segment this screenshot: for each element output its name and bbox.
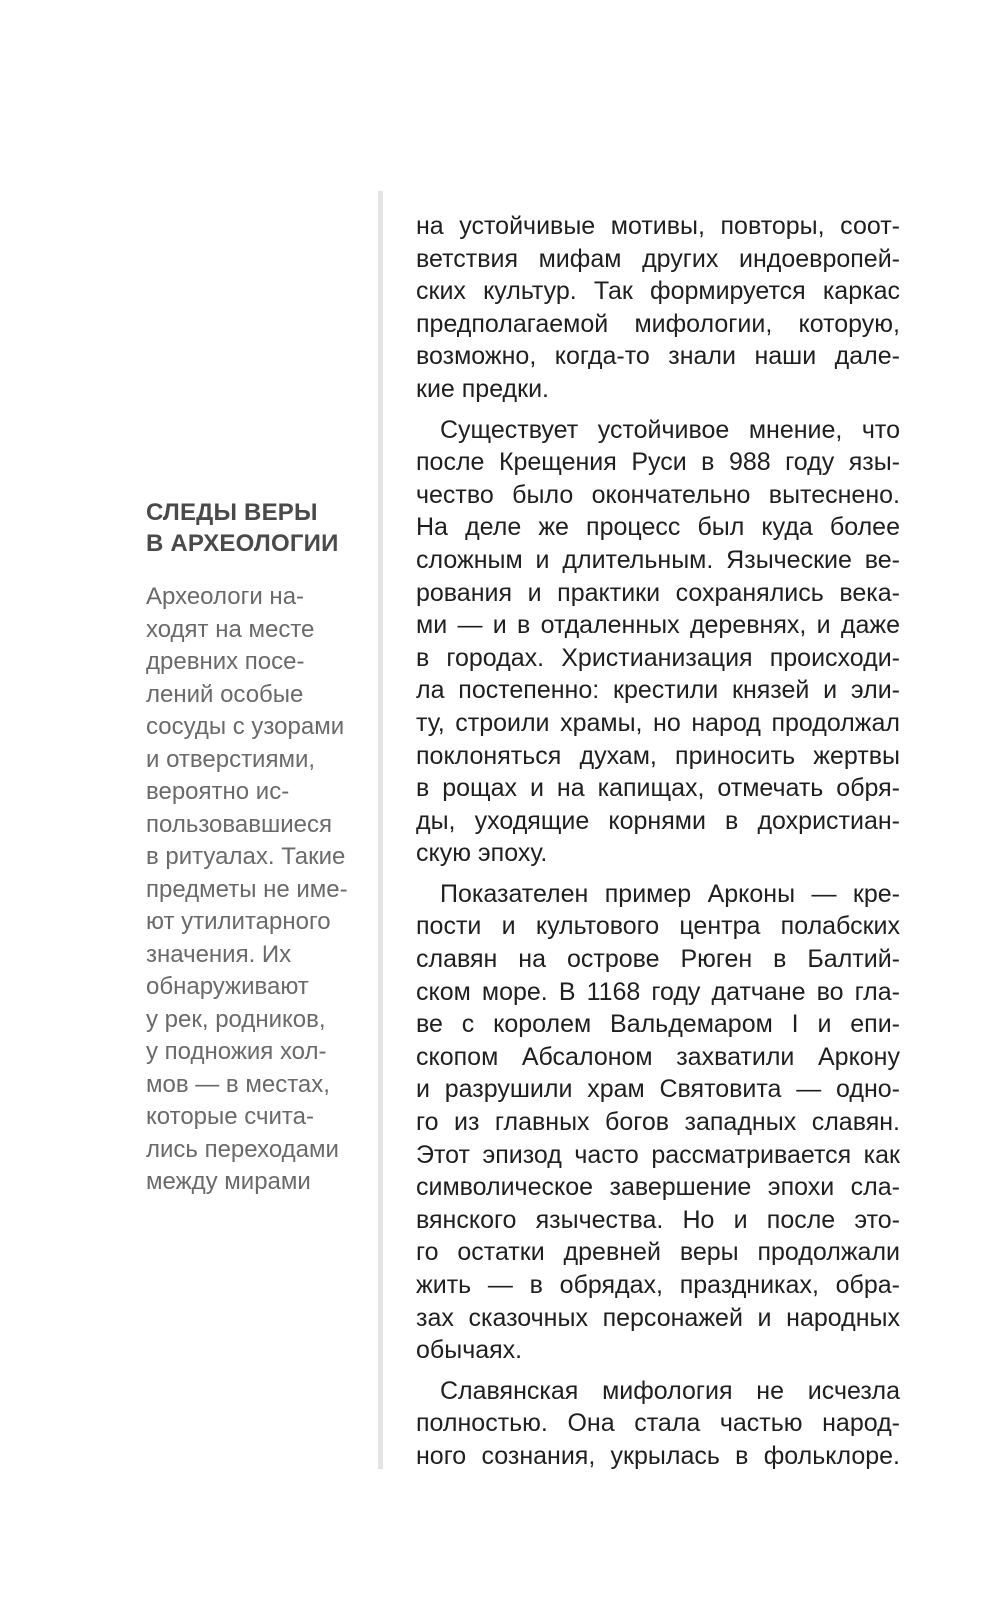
text-line: ве с королем Вальдемаром I и епи- (416, 1010, 900, 1039)
text-line: скопом Абсалоном захватили Аркону (416, 1042, 900, 1071)
sidebar-line: лись переходами (146, 1135, 339, 1163)
text-line: и разрушили храм Святовита — одно- (416, 1075, 900, 1104)
text-line: го остатки древней веры продолжали (416, 1238, 900, 1267)
text-line: зах сказочных персонажей и народных (416, 1303, 900, 1332)
text-line: полностью. Она стала частью народ- (416, 1409, 900, 1438)
text-line: славян на острове Рюген в Балтий- (416, 945, 900, 974)
sidebar-line: и отверстиями, (146, 745, 316, 773)
sidebar-line: ходят на месте (146, 615, 315, 643)
text-line: предполагаемой мифологии, которую, (416, 309, 900, 338)
sidebar-line: ют утилитарного (146, 908, 331, 935)
text-line: жить — в обрядах, праздниках, обра- (416, 1271, 900, 1299)
sidebar-divider (378, 191, 383, 1469)
sidebar-note (146, 497, 356, 1199)
sidebar-line: пользовавшиеся (146, 810, 332, 838)
text-line: сложным и длительным. Языческие ве- (416, 545, 900, 574)
text-line: ми — и в отдаленных деревнях, и даже (416, 611, 900, 640)
text-line: На деле же процесс был куда более (416, 513, 900, 542)
sidebar-title (146, 497, 356, 559)
sidebar-line: обнаруживают (146, 973, 309, 1000)
text-line: поклоняться духам, приносить жертвы (416, 741, 900, 770)
text-line: ветствия мифам других индоевропей- (416, 244, 900, 273)
main-text (416, 210, 900, 1481)
text-line: ды, уходящие корнями в дохристиан- (416, 806, 900, 835)
text-line: ском море. В 1168 году датчане во гла- (416, 977, 900, 1006)
sidebar-line: вероятно ис- (146, 778, 290, 805)
paragraph (416, 210, 900, 406)
paragraph (416, 414, 900, 870)
text-line: ту, строили храмы, но народ продолжал (416, 708, 900, 737)
text-line: после Крещения Руси в 988 году язы- (416, 448, 900, 477)
text-line: вянского язычества. Но и после это- (416, 1205, 900, 1234)
text-line: символическое завершение эпохи сла- (416, 1173, 900, 1202)
sidebar-line: Археологи на- (146, 583, 305, 610)
text-line: на устойчивые мотивы, повторы, соот- (416, 212, 900, 240)
sidebar-title-line: СЛЕДЫ ВЕРЫ (146, 499, 318, 526)
sidebar-text (146, 581, 356, 1199)
text-line: Славянская мифология не исчезла (440, 1376, 900, 1405)
text-line: ного сознания, укрылась в фольклоре. (416, 1441, 900, 1470)
text-line: в рощах и на капищах, отмечать обря- (416, 774, 900, 803)
text-line: го из главных богов западных славян. (416, 1108, 900, 1137)
sidebar-line: лений особые (146, 680, 304, 708)
sidebar-line: сосуды с узорами (146, 713, 345, 740)
text-line: Этот эпизод часто рассматривается как (416, 1140, 900, 1169)
text-line: рования и практики сохранялись века- (416, 578, 900, 607)
sidebar-line: которые счита- (146, 1103, 314, 1130)
text-line: чество было окончательно вытеснено. (416, 480, 900, 509)
text-line: скую эпоху. (416, 839, 548, 868)
text-line: ла постепенно: крестили князей и эли- (416, 676, 900, 705)
sidebar-line: у подножия хол- (146, 1038, 327, 1065)
text-line: ских культур. Так формируется каркас (416, 277, 900, 306)
sidebar-line: в ритуалах. Такие (146, 843, 346, 870)
text-line: Показателен пример Арконы — кре- (440, 879, 900, 908)
paragraph (416, 878, 900, 1367)
text-line: обычаях. (416, 1336, 523, 1365)
text-line: в городах. Христианизация происходи- (416, 643, 900, 672)
text-line: пости и культового центра полабских (416, 912, 900, 941)
sidebar-line: древних посе- (146, 648, 305, 675)
paragraph (416, 1375, 900, 1473)
sidebar-title-line: В АРХЕОЛОГИИ (146, 530, 339, 557)
text-line: возможно, когда-то знали наши дале- (416, 342, 900, 371)
sidebar-line: у рек, родников, (146, 1005, 326, 1033)
sidebar-line: значения. Их (146, 940, 292, 968)
text-line: кие предки. (416, 374, 549, 403)
text-line: Существует устойчивое мнение, что (440, 415, 900, 444)
sidebar-line: предметы не име- (146, 875, 348, 903)
sidebar-line: между мирами (146, 1168, 311, 1195)
sidebar-line: мов — в местах, (146, 1070, 330, 1098)
